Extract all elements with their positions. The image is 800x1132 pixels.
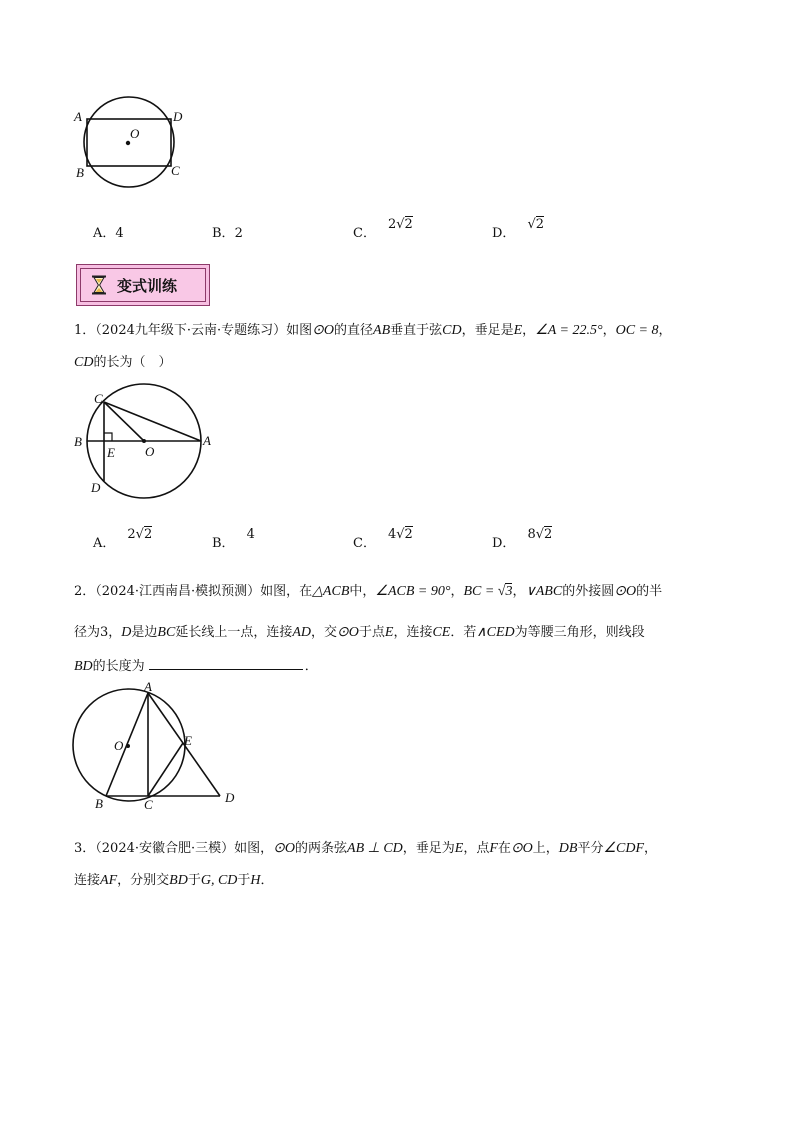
label-a: A	[144, 679, 152, 694]
q1-option-c-value: 4√2	[387, 527, 413, 542]
question-1-line-1: 1．（2024九年级下·云南·专题练习）如图⊙O的直径AB垂直于弦CD，垂足是E，∠A = 22.5°，OC = 8，	[74, 323, 672, 338]
label-b: B	[76, 165, 84, 180]
hourglass-icon	[91, 275, 107, 295]
q1-option-b-value: 4	[246, 527, 255, 542]
option-c[interactable]: C．2√2	[353, 217, 413, 241]
option-b-value: 2	[234, 226, 243, 241]
center-point	[126, 141, 130, 145]
label-e: E	[184, 733, 192, 748]
option-c-value: 2√2	[387, 217, 413, 232]
question-2-line-1: 2．（2024·江西南昌·模拟预测）如图，在△ACB中，∠ACB = 90°，BC = √3，∨ABC的外接圆⊙O的半	[74, 584, 663, 599]
option-b[interactable]: B．2	[212, 226, 243, 241]
section-title: 变式训练	[117, 276, 178, 295]
question-2-line-2: 径为3，D是边BC延长线上一点，连接AD，交⊙O于点E，连接CE．若∧CED为等腰三角形，则线段	[74, 625, 645, 640]
label-d: D	[91, 480, 101, 495]
right-angle-mark	[104, 433, 112, 441]
center-point	[142, 439, 146, 443]
question-1-line-2: CD的长为（ ）	[74, 355, 172, 370]
q1-option-d-value: 8√2	[527, 527, 553, 542]
label-c: C	[144, 797, 153, 812]
label-a: A	[203, 433, 211, 448]
label-o: O	[114, 738, 124, 753]
q1-option-c[interactable]: C．4√2	[353, 527, 413, 551]
figure-q2	[70, 679, 245, 812]
label-o: O	[130, 126, 140, 141]
label-a: A	[74, 109, 82, 124]
segment-co	[104, 402, 144, 441]
label-d: D	[173, 109, 183, 124]
label-d: D	[225, 790, 235, 805]
q1-option-b[interactable]: B．4	[212, 527, 255, 551]
figure-q1	[70, 385, 230, 505]
figure-rectangle-in-circle	[70, 92, 190, 202]
option-a-value: 4	[115, 226, 124, 241]
answer-blank[interactable]	[149, 657, 303, 670]
label-e: E	[107, 445, 115, 460]
question-3-line-2: 连接AF，分别交BD于G, CD于H．	[74, 873, 274, 888]
option-d-value: √2	[527, 217, 545, 232]
q1-option-a[interactable]: A．2√2	[93, 527, 153, 551]
label-o: O	[145, 444, 155, 459]
q1-option-d[interactable]: D．8√2	[492, 527, 553, 551]
option-a[interactable]: A．4	[93, 226, 124, 241]
segment-ca	[104, 402, 201, 441]
label-c: C	[171, 163, 180, 178]
question-3-line-1: 3．（2024·安徽合肥·三模）如图，⊙O的两条弦AB ⊥ CD，垂足为E，点F在⊙O上，DB平分∠CDF，	[74, 841, 658, 856]
label-c: C	[94, 391, 103, 406]
center-point	[126, 744, 130, 748]
section-badge	[76, 264, 210, 306]
label-b: B	[74, 434, 82, 449]
question-2-line-3: BD的长度为 ．	[74, 659, 318, 674]
option-d[interactable]: D．√2	[492, 217, 545, 241]
q1-option-a-value: 2√2	[127, 527, 153, 542]
label-b: B	[95, 796, 103, 811]
